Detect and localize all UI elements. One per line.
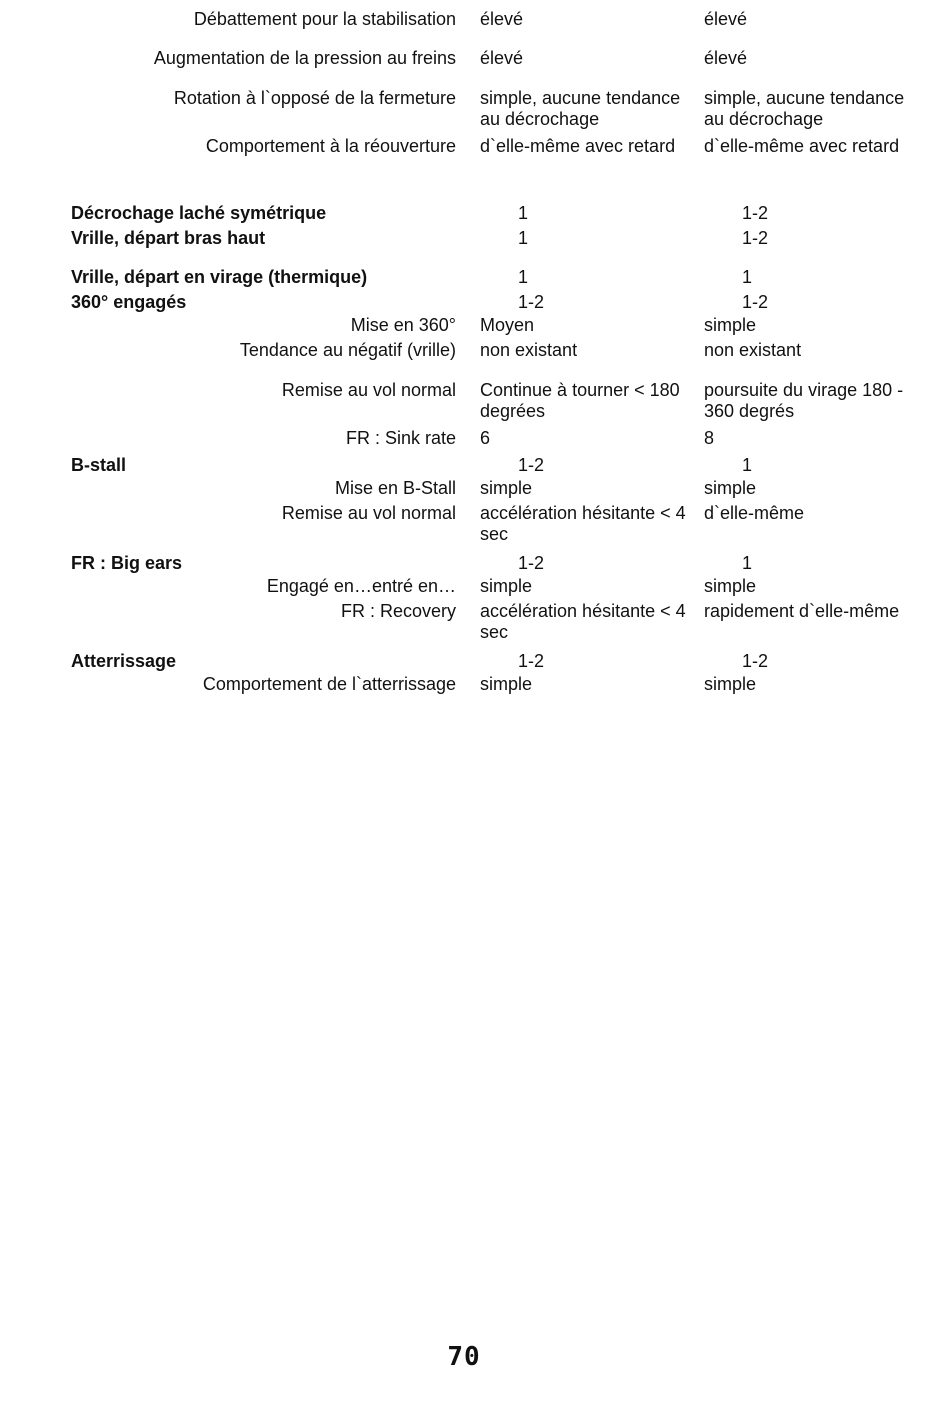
value-col-a: accélération hésitante < 4 sec <box>480 503 686 544</box>
rating-col-b: 1-2 <box>742 651 769 671</box>
section-title: 360° engagés <box>71 292 187 312</box>
rating-col-a: 1-2 <box>518 553 545 573</box>
section-title: Vrille, départ en virage (thermique) <box>71 267 368 287</box>
rating-col-b: 1-2 <box>742 228 769 248</box>
value-col-b: simple <box>704 478 757 498</box>
value-col-b: simple, aucune tendance au décrochage <box>704 88 905 129</box>
row-label: Remise au vol normal <box>281 503 456 523</box>
value-col-b: simple <box>704 576 757 596</box>
value-col-a: Continue à tourner < 180 degrées <box>480 380 680 421</box>
rating-col-b: 1 <box>742 455 753 475</box>
value-col-a: simple <box>480 478 533 498</box>
value-col-a: simple <box>480 576 533 596</box>
rating-col-a: 1 <box>518 228 529 248</box>
rating-col-a: 1 <box>518 203 529 223</box>
value-col-a: simple, aucune tendance au décrochage <box>480 88 681 129</box>
section-title: Décrochage laché symétrique <box>71 203 327 223</box>
row-label: Débattement pour la stabilisation <box>193 9 456 29</box>
rating-col-a: 1 <box>518 267 529 287</box>
value-col-b: poursuite du virage 180 - 360 degrés <box>704 380 904 421</box>
section-title: Atterrissage <box>71 651 177 671</box>
rating-col-a: 1-2 <box>518 651 545 671</box>
value-col-b: simple <box>704 315 757 335</box>
row-label: FR : Recovery <box>340 601 456 621</box>
value-col-b: simple <box>704 674 757 694</box>
section-title: B-stall <box>71 455 127 475</box>
rating-col-b: 1-2 <box>742 292 769 312</box>
value-col-a: élevé <box>480 48 524 68</box>
value-col-a: simple <box>480 674 533 694</box>
row-label: Comportement à la réouverture <box>205 136 456 156</box>
value-col-b: d`elle-même <box>704 503 805 523</box>
row-label: Rotation à l`opposé de la fermeture <box>173 88 456 108</box>
row-label: Tendance au négatif (vrille) <box>239 340 456 360</box>
value-col-b: élevé <box>704 48 748 68</box>
row-label: Mise en 360° <box>350 315 456 335</box>
value-col-a: non existant <box>480 340 578 360</box>
value-col-a: accélération hésitante < 4 sec <box>480 601 686 642</box>
value-col-a: 6 <box>480 428 491 448</box>
row-label: Remise au vol normal <box>281 380 456 400</box>
rating-col-a: 1-2 <box>518 455 545 475</box>
rating-col-a: 1-2 <box>518 292 545 312</box>
rating-col-b: 1 <box>742 267 753 287</box>
rating-col-b: 1-2 <box>742 203 769 223</box>
value-col-a: Moyen <box>480 315 535 335</box>
value-col-b: élevé <box>704 9 748 29</box>
row-label: Augmentation de la pression au freins <box>153 48 456 68</box>
section-title: FR : Big ears <box>71 553 183 573</box>
row-label: Mise en B-Stall <box>334 478 456 498</box>
rating-col-b: 1 <box>742 553 753 573</box>
page-number: 70 <box>447 1342 481 1372</box>
value-col-b: non existant <box>704 340 802 360</box>
value-col-b: 8 <box>704 428 715 448</box>
section-title: Vrille, départ bras haut <box>71 228 266 248</box>
row-label: Engagé en…entré en… <box>266 576 456 596</box>
row-label: Comportement de l`atterrissage <box>202 674 456 694</box>
value-col-a: d`elle-même avec retard <box>480 136 676 156</box>
value-col-b: rapidement d`elle-même <box>704 601 900 621</box>
row-label: FR : Sink rate <box>345 428 456 448</box>
value-col-a: élevé <box>480 9 524 29</box>
value-col-b: d`elle-même avec retard <box>704 136 900 156</box>
